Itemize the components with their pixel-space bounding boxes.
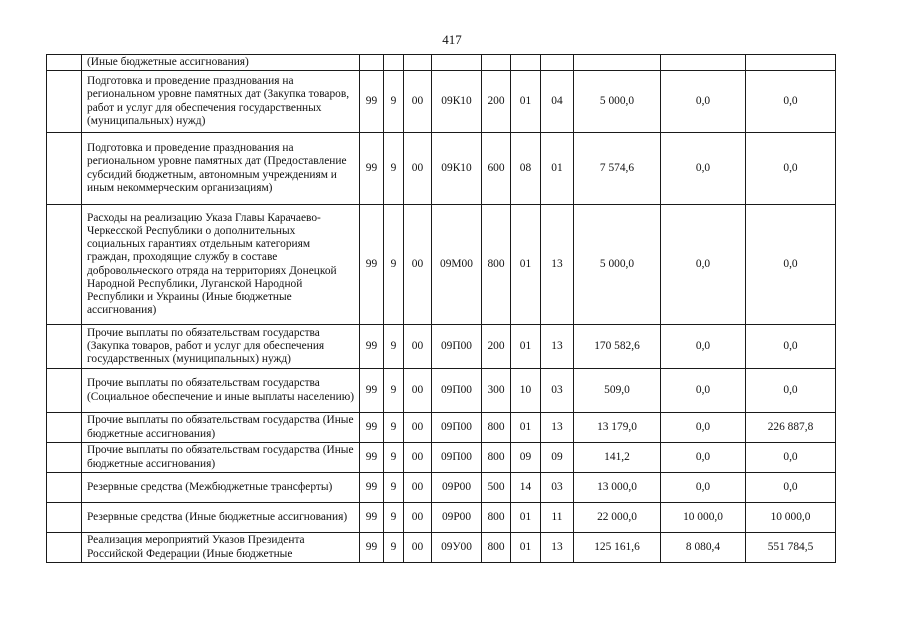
amount-year-1: [574, 55, 661, 71]
table-row: [47, 71, 836, 133]
program-code: 99: [360, 205, 384, 325]
direction-code: 09Р00: [432, 503, 482, 533]
subprogram-code: 9: [384, 205, 404, 325]
direction-code: 09К10: [432, 133, 482, 205]
program-code: 99: [360, 503, 384, 533]
amount-year-2: 0,0: [661, 443, 746, 473]
row-description: Прочие выплаты по обязательствам государства (Закупка товаров, работ и услуг для обеспечения государственных (муниципальных) нужд): [82, 325, 360, 369]
amount-year-1: 509,0: [574, 369, 661, 413]
program-code: 99: [360, 533, 384, 563]
row-number-cell: [47, 533, 82, 563]
expense-type-code: 800: [482, 533, 511, 563]
group-code: 00: [404, 413, 432, 443]
subsection-code: 13: [541, 205, 574, 325]
expense-type-code: 800: [482, 443, 511, 473]
amount-year-3: [746, 55, 836, 71]
amount-year-3: 0,0: [746, 443, 836, 473]
row-number-cell: [47, 133, 82, 205]
table-row: [47, 325, 836, 369]
group-code: 00: [404, 533, 432, 563]
table-row: [47, 443, 836, 473]
expense-type-code: 200: [482, 71, 511, 133]
amount-year-2: 0,0: [661, 205, 746, 325]
amount-year-2: 0,0: [661, 325, 746, 369]
amount-year-3: 0,0: [746, 205, 836, 325]
direction-code: 09Р00: [432, 473, 482, 503]
subprogram-code: [384, 55, 404, 71]
amount-year-1: 7 574,6: [574, 133, 661, 205]
program-code: 99: [360, 325, 384, 369]
amount-year-2: 0,0: [661, 413, 746, 443]
subprogram-code: 9: [384, 325, 404, 369]
amount-year-3: 0,0: [746, 71, 836, 133]
table-row: [47, 133, 836, 205]
amount-year-1: 170 582,6: [574, 325, 661, 369]
section-code: 01: [511, 325, 541, 369]
row-number-cell: [47, 503, 82, 533]
row-number-cell: [47, 71, 82, 133]
amount-year-1: 13 179,0: [574, 413, 661, 443]
amount-year-2: 0,0: [661, 473, 746, 503]
subsection-code: 13: [541, 533, 574, 563]
budget-table: [46, 54, 836, 563]
amount-year-3: 0,0: [746, 133, 836, 205]
direction-code: 09П00: [432, 413, 482, 443]
group-code: 00: [404, 325, 432, 369]
amount-year-1: 5 000,0: [574, 205, 661, 325]
program-code: 99: [360, 133, 384, 205]
row-description: Резервные средства (Иные бюджетные ассигнования): [82, 503, 360, 533]
amount-year-1: 22 000,0: [574, 503, 661, 533]
amount-year-1: 125 161,6: [574, 533, 661, 563]
direction-code: 09П00: [432, 443, 482, 473]
program-code: 99: [360, 443, 384, 473]
row-number-cell: [47, 413, 82, 443]
row-description: Подготовка и проведение празднования на региональном уровне памятных дат (Предоставление субсидий бюджетным, автономным учреждениям и иным некоммерческим организациям): [82, 133, 360, 205]
group-code: 00: [404, 205, 432, 325]
expense-type-code: 800: [482, 205, 511, 325]
direction-code: 09У00: [432, 533, 482, 563]
program-code: 99: [360, 71, 384, 133]
subsection-code: 04: [541, 71, 574, 133]
row-description: Реализация мероприятий Указов Президента Российской Федерации (Иные бюджетные: [82, 533, 360, 563]
section-code: 01: [511, 205, 541, 325]
subsection-code: 13: [541, 413, 574, 443]
program-code: [360, 55, 384, 71]
subprogram-code: 9: [384, 413, 404, 443]
group-code: 00: [404, 443, 432, 473]
row-description: Прочие выплаты по обязательствам государства (Иные бюджетные ассигнования): [82, 413, 360, 443]
row-description: Подготовка и проведение празднования на региональном уровне памятных дат (Закупка товаров, работ и услуг для обеспечения государственных (муниципальных) нужд): [82, 71, 360, 133]
expense-type-code: 800: [482, 413, 511, 443]
table-row: [47, 369, 836, 413]
direction-code: 09К10: [432, 71, 482, 133]
amount-year-3: 0,0: [746, 473, 836, 503]
amount-year-1: 5 000,0: [574, 71, 661, 133]
section-code: 01: [511, 503, 541, 533]
row-description: Расходы на реализацию Указа Главы Карачаево-Черкесской Республики о дополнительных социальных гарантиях отдельным категориям граждан, проходящие службу в составе добровольческого отряда на территориях Донецкой Народной Республики, Луганской Народной Республики и Украины (Иные бюджетные ассигнования): [82, 205, 360, 325]
table-row: [47, 413, 836, 443]
expense-type-code: 800: [482, 503, 511, 533]
subsection-code: [541, 55, 574, 71]
row-number-cell: [47, 325, 82, 369]
table-row: [47, 473, 836, 503]
subsection-code: 03: [541, 369, 574, 413]
row-number-cell: [47, 369, 82, 413]
amount-year-2: 0,0: [661, 133, 746, 205]
amount-year-3: 226 887,8: [746, 413, 836, 443]
group-code: 00: [404, 71, 432, 133]
amount-year-2: 0,0: [661, 71, 746, 133]
group-code: 00: [404, 133, 432, 205]
amount-year-2: 8 080,4: [661, 533, 746, 563]
subsection-code: 11: [541, 503, 574, 533]
table-row: [47, 533, 836, 563]
subprogram-code: 9: [384, 369, 404, 413]
expense-type-code: [482, 55, 511, 71]
group-code: 00: [404, 369, 432, 413]
group-code: [404, 55, 432, 71]
section-code: 09: [511, 443, 541, 473]
subsection-code: 09: [541, 443, 574, 473]
subprogram-code: 9: [384, 133, 404, 205]
section-code: [511, 55, 541, 71]
subprogram-code: 9: [384, 503, 404, 533]
row-description: Прочие выплаты по обязательствам государства (Иные бюджетные ассигнования): [82, 443, 360, 473]
expense-type-code: 500: [482, 473, 511, 503]
amount-year-3: 10 000,0: [746, 503, 836, 533]
table-row: [47, 55, 836, 71]
amount-year-2: 10 000,0: [661, 503, 746, 533]
expense-type-code: 200: [482, 325, 511, 369]
row-number-cell: [47, 205, 82, 325]
direction-code: 09П00: [432, 325, 482, 369]
amount-year-2: 0,0: [661, 369, 746, 413]
subprogram-code: 9: [384, 71, 404, 133]
direction-code: 09М00: [432, 205, 482, 325]
amount-year-3: 551 784,5: [746, 533, 836, 563]
group-code: 00: [404, 473, 432, 503]
table-row: [47, 205, 836, 325]
row-number-cell: [47, 443, 82, 473]
subprogram-code: 9: [384, 473, 404, 503]
section-code: 10: [511, 369, 541, 413]
amount-year-3: 0,0: [746, 369, 836, 413]
section-code: 08: [511, 133, 541, 205]
page-number: 417: [442, 32, 462, 47]
amount-year-2: [661, 55, 746, 71]
table-row: [47, 503, 836, 533]
program-code: 99: [360, 413, 384, 443]
row-description: Резервные средства (Межбюджетные трансферты): [82, 473, 360, 503]
subprogram-code: 9: [384, 443, 404, 473]
program-code: 99: [360, 369, 384, 413]
amount-year-3: 0,0: [746, 325, 836, 369]
direction-code: [432, 55, 482, 71]
subsection-code: 03: [541, 473, 574, 503]
section-code: 14: [511, 473, 541, 503]
subsection-code: 01: [541, 133, 574, 205]
row-number-cell: [47, 473, 82, 503]
section-code: 01: [511, 413, 541, 443]
expense-type-code: 300: [482, 369, 511, 413]
row-number-cell: [47, 55, 82, 71]
subprogram-code: 9: [384, 533, 404, 563]
row-description: Прочие выплаты по обязательствам государства (Социальное обеспечение и иные выплаты населению): [82, 369, 360, 413]
group-code: 00: [404, 503, 432, 533]
amount-year-1: 13 000,0: [574, 473, 661, 503]
amount-year-1: 141,2: [574, 443, 661, 473]
direction-code: 09П00: [432, 369, 482, 413]
row-description: (Иные бюджетные ассигнования): [82, 55, 360, 71]
program-code: 99: [360, 473, 384, 503]
subsection-code: 13: [541, 325, 574, 369]
section-code: 01: [511, 71, 541, 133]
expense-type-code: 600: [482, 133, 511, 205]
section-code: 01: [511, 533, 541, 563]
